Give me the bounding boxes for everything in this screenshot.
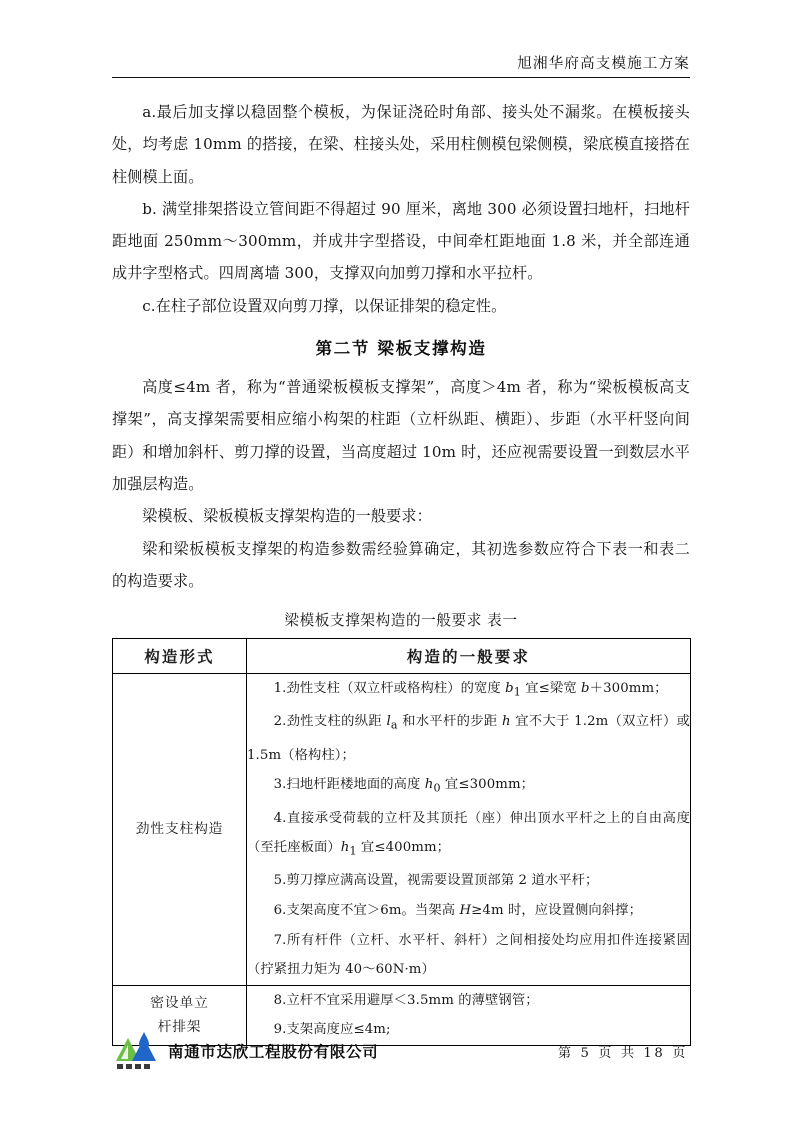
paragraph-e: 梁模板、梁板模板支撑架构造的一般要求： [142,507,432,526]
paragraph-c: c.在柱子部位设置双向剪刀撑，以保证排架的稳定性。 [142,296,507,315]
req2-var-h: h [501,714,511,730]
req6-var-H: H [459,902,472,918]
paragraph-f: 梁和梁板模板支撑架的构造参数需经验算确定，其初选参数应符合下表一和表二的构造要求。 [112,539,690,590]
table-cell-form-rigid-column: 劲性支柱构造 [113,674,247,986]
table-cell-requirements-rigid-column [247,674,691,986]
req3-lead: 3.扫地杆距楼地面的高度 [273,777,425,793]
paragraph-b: b. 满堂排架搭设立管间距不得超过 90 厘米，离地 300 必须设置扫地杆，扫地杆距地面 250mm～300mm，并成井字型搭设，中间牵杠距地面 1.8 米，并全部连通成井字型格式。四周离墙 300，支撑双向加剪刀撑和水平拉杆。 [112,199,690,283]
req3-sub-0: 0 [433,781,441,795]
req4-var-h: h [340,840,350,856]
req1-var-b1: b [505,681,514,697]
requirement-item-8: 8.立杆不宜采用避厚＜3.5mm 的薄壁钢管； [273,992,539,1008]
req2-var-l: l [386,714,391,730]
paragraph-d: 高度≤4m 者，称为“普通梁板模板支撑架”，高度＞4m 者，称为“梁板模板高支撑架”，高支撑架需要相应缩小构架的柱距（立杆纵距、横距）、步距（水平杆竖向间距）和增加斜杆、剪刀撑的设置，当高度超过 10m 时，还应视需要设置一到数层水平加强层构造。 [112,378,690,493]
requirement-item-1 [247,674,690,707]
req2-lead: 2.劲性支柱的纵距 [273,714,387,730]
req6-tail: ≥4m 时，应设置侧向斜撑； [471,902,642,918]
header-divider [112,77,690,78]
requirement-item-3 [247,770,690,803]
requirement-item-4 [247,804,690,867]
req2-mid: 和水平杆的步距 [397,714,502,730]
table-caption: 梁模板支撑架构造的一般要求 表一 [284,612,518,630]
document-content [112,96,690,1046]
form-label-line1: 密设单立 [150,995,209,1012]
req3-tail: 宜≤300mm； [440,777,535,793]
header-title: 旭湘华府高支模施工方案 [517,56,690,72]
req1-var-b: b [581,681,590,697]
requirement-item-2 [247,707,690,770]
section-heading: 第二节 梁板支撑构造 [315,338,487,359]
footer-page-number: 第 5 页 共 18 页 [557,1045,688,1061]
requirement-item-9: 9.支架高度应≤4m; [273,1022,391,1038]
req1-sub-1: 1 [513,685,521,699]
req4-lead: 4.直接承受荷载的立杆及其顶托（座）伸出顶水平杆之上的自由高度（至托座板面） [247,810,690,856]
spec-table [112,638,691,1046]
company-logo-icon [112,1030,158,1072]
paragraph-a: a.最后加支撑以稳固整个模板，为保证浇砼时角部、接头处不漏浆。在模板接头处，均考虑 10mm 的搭接，在梁、柱接头处，采用柱侧模包梁侧模，梁底模直接搭在柱侧模上面。 [112,103,690,186]
req3-var-h: h [424,777,434,793]
req4-sub-1: 1 [349,844,357,858]
footer-company-name: 南通市达欣工程股份有限公司 [168,1043,379,1061]
req6-lead: 6.支架高度不宜＞6m。当架高 [273,902,460,918]
requirement-item-6 [247,896,690,926]
form-label-line2: 杆排架 [157,1019,202,1036]
req1-lead: 1.劲性支柱（双立杆或格构柱）的宽度 [273,681,506,697]
req4-tail: 宜≤400mm； [356,840,451,856]
page-header [112,52,690,78]
requirement-item-5: 5.剪刀撑应满高设置，视需要设置顶部第 2 道水平杆； [273,873,599,889]
requirement-item-7: 7.所有杆件（立杆、水平杆、斜杆）之间相接处均应用扣件连接紧固（拧紧扭力矩为 40～60N·m） [247,932,690,978]
req2-tail: 宜不大于 1.2m（双立杆）或 1.5m（格构柱）； [247,714,691,763]
table-header-form: 构造形式 [113,639,247,674]
table-row [113,674,691,986]
table-header-requirements: 构造的一般要求 [247,639,691,674]
req2-sub-a: a [390,719,398,733]
table-header-row [113,639,691,674]
page-footer [112,1028,690,1074]
req1-tail: ＋300mm； [589,681,668,697]
req1-mid: 宜≤梁宽 [520,681,582,697]
